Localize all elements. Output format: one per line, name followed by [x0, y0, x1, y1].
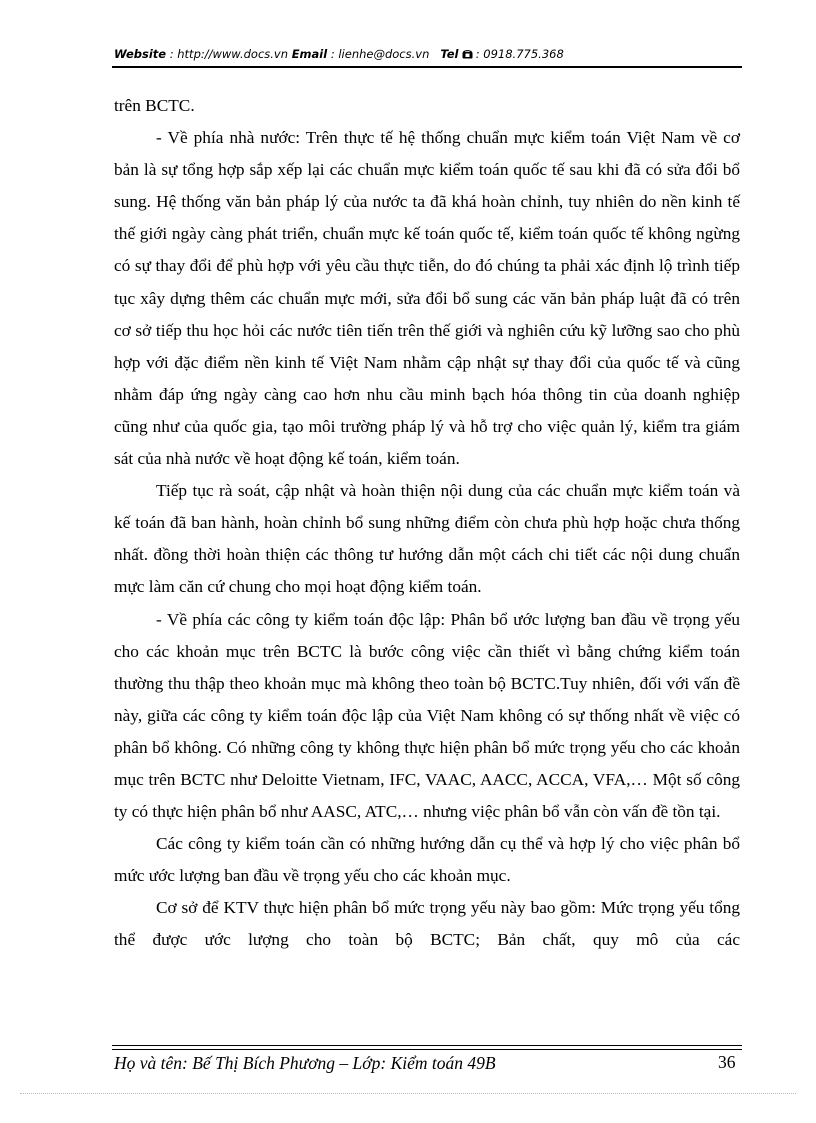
header-rule: [112, 66, 742, 68]
paragraph-state-side: - Về phía nhà nước: Trên thực tế hệ thống chuẩn mực kiểm toán Việt Nam về cơ bản là sự tổng hợp sắp xếp lại các chuẩn mực kiểm toán quốc tế sau khi đã có sửa đổi bổ sung. Hệ thống văn bản pháp lý của nước ta đã khá hoàn chỉnh, tuy nhiên do nền kinh tế thế giới ngày càng phát triển, chuẩn mực kế toán quốc tế, kiểm toán quốc tế không ngừng có sự thay đổi để phù hợp với yêu cầu thực tiễn, do đó chúng ta phải xác định lộ trình tiếp tục xây dựng thêm các chuẩn mực mới, sửa đổi bổ sung các văn bản pháp luật đã có trên cơ sở tiếp thu học hỏi các nước tiên tiến trên thế giới và nghiên cứu kỹ lưỡng sao cho phù hợp với đặc điểm nền kinh tế Việt Nam nhằm cập nhật sự thay đổi của quốc tế và cũng nhằm đáp ứng ngày càng cao hơn nhu cầu minh bạch hóa thông tin của doanh nghiệp cũng như của quốc gia, tạo môi trường pháp lý và hỗ trợ cho việc quản lý, kiểm tra giám sát của nhà nước về hoạt động kế toán, kiểm toán.: [114, 128, 740, 469]
paragraph-basis: Cơ sở để KTV thực hiện phân bổ mức trọng yếu này bao gồm: Mức trọng yếu tổng thể được ước lượng cho toàn bộ BCTC; Bản chất, quy mô của các: [114, 898, 740, 950]
footer-rule-top: [112, 1045, 742, 1046]
website-value: : http://www.docs.vn: [166, 47, 292, 61]
paragraph-guidance: Các công ty kiểm toán cần có những hướng dẫn cụ thể và hợp lý cho việc phân bổ mức ước lượng ban đầu về trọng yếu cho các khoản mục.: [114, 834, 740, 886]
body-text: [114, 90, 740, 957]
paragraph-review-update: Tiếp tục rà soát, cập nhật và hoàn thiện nội dung của các chuẩn mực kiểm toán và kế toán đã ban hành, hoàn chỉnh bổ sung những điểm còn chưa phù hợp hoặc chưa thống nhất. đồng thời hoàn thiện các thông tư hướng dẫn một cách chi tiết các nội dung chuẩn mực làm căn cứ chung cho mọi hoạt động kiểm toán.: [114, 481, 740, 597]
footer-rule-bottom: [112, 1049, 742, 1050]
footer-author: Họ và tên: Bế Thị Bích Phương – Lớp: Kiểm toán 49B: [114, 1053, 496, 1073]
tel-label: Tel: [440, 47, 459, 61]
paragraph-continuation: trên BCTC.: [114, 96, 195, 115]
email-label: Email: [291, 47, 328, 61]
tel-value: : 0918.775.368: [472, 47, 564, 61]
paragraph-audit-firms: - Về phía các công ty kiểm toán độc lập: Phân bổ ước lượng ban đầu về trọng yếu cho các khoản mục trên BCTC là bước công việc cần thiết vì bằng chứng kiểm toán thường thu thập theo khoản mục mà không theo toàn bộ BCTC.Tuy nhiên, đối với vấn đề này, giữa các công ty kiểm toán độc lập của Việt Nam không có sự thống nhất về việc có phân bổ không. Có những công ty không thực hiện phân bổ mức trọng yếu cho các khoản mục trên BCTC như Deloitte Vietnam, IFC, VAAC, AACC, ACCA, VFA,… Một số công ty có thực hiện phân bổ như AASC, ATC,… nhưng việc phân bổ vẫn còn vấn đề tồn tại.: [114, 609, 740, 822]
page-edge-divider: [20, 1093, 796, 1094]
page-header: [114, 47, 742, 67]
page-number: 36: [718, 1052, 736, 1072]
phone-icon: [462, 48, 472, 58]
email-value: : lienhe@docs.vn: [327, 47, 434, 61]
website-label: Website: [114, 47, 167, 61]
